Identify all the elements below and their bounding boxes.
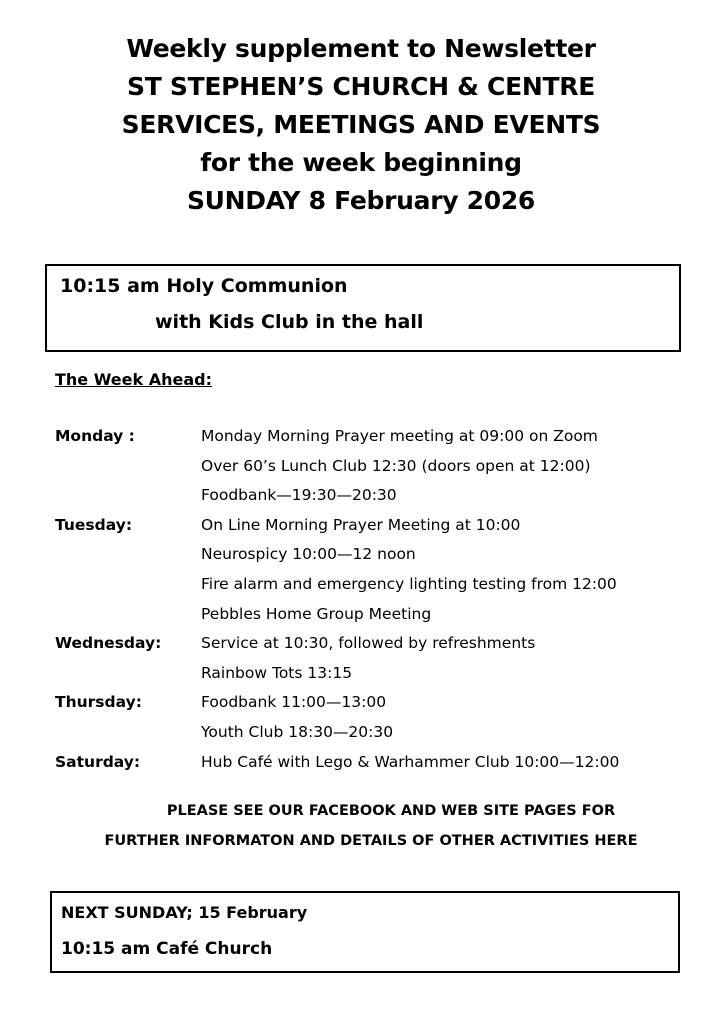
schedule-event: Foodbank—19:30—20:30 — [201, 486, 397, 505]
schedule-day: Tuesday: — [55, 515, 133, 534]
schedule-event: Service at 10:30, followed by refreshments — [201, 634, 536, 653]
next-sunday-date: NEXT SUNDAY; 15 February — [61, 903, 308, 922]
week-schedule — [55, 427, 695, 782]
schedule-day: Thursday: — [55, 693, 142, 712]
next-sunday-service: 10:15 am Café Church — [61, 939, 273, 959]
schedule-row — [55, 634, 695, 664]
schedule-row — [55, 723, 695, 753]
schedule-row — [55, 693, 695, 723]
schedule-row — [55, 486, 695, 516]
newsletter-title — [0, 30, 722, 220]
facebook-website-notice — [0, 796, 722, 856]
title-line-supplement: Weekly supplement to Newsletter — [126, 34, 596, 63]
schedule-event: Youth Club 18:30—20:30 — [201, 722, 394, 741]
title-line-week-beginning: for the week beginning — [200, 148, 522, 177]
title-line-church-name: ST STEPHEN’S CHURCH & CENTRE — [127, 72, 595, 101]
schedule-row — [55, 545, 695, 575]
schedule-event: On Line Morning Prayer Meeting at 10:00 — [201, 515, 521, 534]
schedule-day: Monday : — [55, 427, 135, 445]
schedule-row — [55, 516, 695, 546]
schedule-day: Wednesday: — [55, 634, 162, 653]
week-ahead-heading: The Week Ahead: — [55, 370, 212, 389]
schedule-event: Rainbow Tots 13:15 — [201, 663, 353, 682]
schedule-event: Neurospicy 10:00—12 noon — [201, 545, 416, 564]
sunday-service-time: 10:15 am Holy Communion — [60, 275, 348, 297]
schedule-event: Fire alarm and emergency lighting testing from 12:00 — [201, 574, 617, 593]
schedule-row — [55, 664, 695, 694]
title-line-services: SERVICES, MEETINGS AND EVENTS — [121, 110, 601, 139]
schedule-row — [55, 427, 695, 457]
sunday-service-box — [45, 264, 681, 352]
schedule-event: Monday Morning Prayer meeting at 09:00 on Zoom — [201, 427, 598, 445]
sunday-service-detail: with Kids Club in the hall — [155, 311, 424, 333]
schedule-row — [55, 575, 695, 605]
schedule-row — [55, 457, 695, 487]
schedule-event: Pebbles Home Group Meeting — [201, 604, 432, 623]
schedule-event: Over 60’s Lunch Club 12:30 (doors open at 12:00) — [201, 456, 591, 475]
title-line-date: SUNDAY 8 February 2026 — [186, 186, 536, 215]
schedule-event: Hub Café with Lego & Warhammer Club 10:00—12:00 — [201, 752, 620, 771]
notice-line-2: FURTHER INFORMATON AND DETAILS OF OTHER ACTIVITIES HERE — [104, 833, 638, 849]
schedule-day: Saturday: — [55, 752, 141, 771]
schedule-row — [55, 605, 695, 635]
notice-line-1: PLEASE SEE OUR FACEBOOK AND WEB SITE PAGES FOR — [166, 803, 616, 819]
schedule-row — [55, 753, 695, 783]
schedule-event: Foodbank 11:00—13:00 — [201, 693, 387, 712]
next-sunday-box — [50, 891, 680, 973]
